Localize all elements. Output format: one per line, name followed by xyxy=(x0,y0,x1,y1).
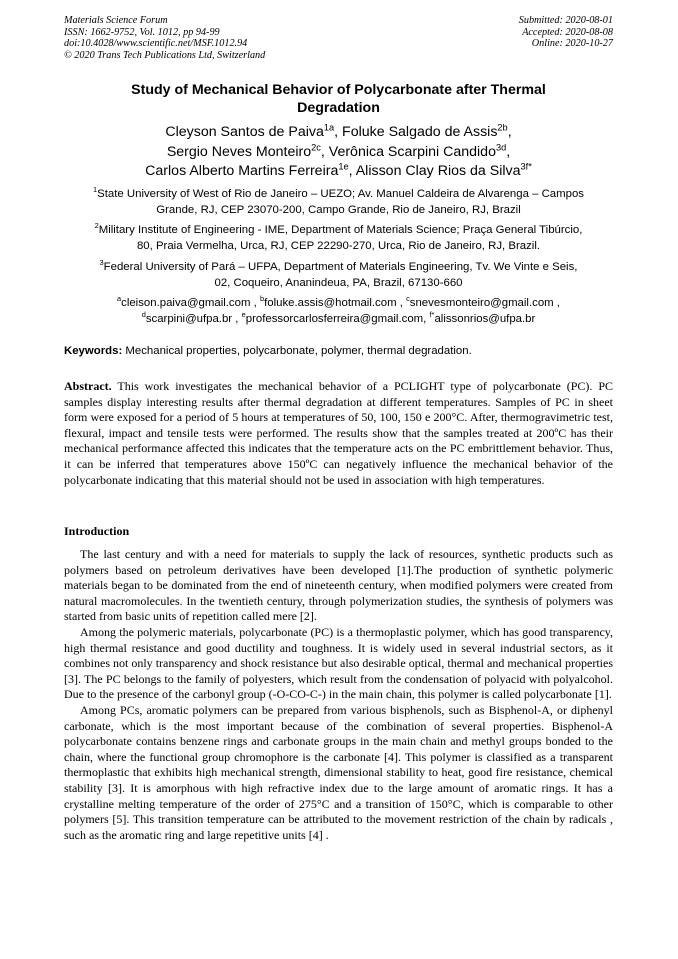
title-line-1: Study of Mechanical Behavior of Polycarbonate after Thermal xyxy=(131,82,546,98)
keywords-label: Keywords: xyxy=(64,345,123,357)
affiliation-line xyxy=(64,222,613,238)
affiliation-line xyxy=(64,259,613,275)
author-line-2: Sergio Neves Monteiro$^{2c}$, Verônica Scarpini Candido$^{3d}$, xyxy=(166,141,511,160)
email-link[interactable]: foluke.assis@hotmail.com xyxy=(264,297,397,309)
email-sup: e xyxy=(241,310,246,320)
online-date: Online: 2020-10-27 xyxy=(531,38,613,50)
email-line-2: $^d$scarpini@ufpa.br , $^e$professorcarlosferreira@gmail.com, $^{f*}$alissonrios@ufpa.br xyxy=(141,310,536,325)
author-name: Alisson Clay Rios da Silva xyxy=(355,163,521,179)
author-name: Foluke Salgado de Assis xyxy=(342,124,498,140)
email-sup: a xyxy=(117,294,122,304)
email-link[interactable]: alissonrios@ufpa.br xyxy=(434,313,536,325)
affiliation-number: 1 xyxy=(93,185,98,195)
submission-dates xyxy=(519,15,613,50)
email-sup: d xyxy=(141,310,146,320)
author-name: Verônica Scarpini Candido xyxy=(328,143,496,160)
journal-issn: ISSN: 1662-9752, Vol. 1012, pp 94-99 xyxy=(64,26,220,38)
email-sup: b xyxy=(259,294,265,304)
author-sup: 1e xyxy=(338,161,349,172)
email-sup: c xyxy=(406,294,410,304)
author-name: Sergio Neves Monteiro xyxy=(166,143,312,160)
abstract-text: This work investigates the mechanical behavior of a PCLIGHT type of polycarbonate (PC). PC samples display interesting results after thermal degradation at different temperatures. Samples of PC in sheet form were exposed for a period of 5 hours at temperatures of 50, 100, 150 e 200°C. After, thermogravimetric test, flexural, impact and tensile tests were performed. The results show that the samples treated at 200ºC has their mechanical performance affected this indicates that the temperature acts on the PC embrittlement behavior. Thus, it can be inferred that temperatures above 150ºC can negatively influence the mechanical behavior of the polycarbonate indicating that this material should not be used in association with high temperatures. xyxy=(64,379,613,487)
author-name: Cleyson Santos de Paiva xyxy=(165,124,324,140)
email-sup: f* xyxy=(429,310,435,320)
email-line-1: $^a$cleison.paiva@gmail.com , $^b$foluke.assis@hotmail.com , $^c$snevesmonteiro@gmail.com , xyxy=(117,294,560,309)
title-line-2: Degradation xyxy=(297,99,380,116)
affiliation-2 xyxy=(64,222,613,254)
affiliation-line: Grande, RJ, CEP 23070-200, Campo Grande, Rio de Janeiro, RJ, Brazil xyxy=(156,204,521,216)
email-link[interactable]: snevesmonteiro@gmail.com xyxy=(409,297,554,309)
author-emails xyxy=(64,295,613,327)
affiliation-text: State University of West of Rio de Janeiro – UEZO; Av. Manuel Caldeira de Alvarenga – Campos xyxy=(97,188,584,200)
affiliation-3 xyxy=(64,259,613,291)
paragraph: Among PCs, aromatic polymers can be prepared from various bisphenols, such as Bisphenol-A, or diphenyl carbonate, which is the most important because of the combination of several properties. Bisphenol-A polycarbonate contains benzene rings and carbonate groups in the main chain and methyl groups bonded to the chain, where the functional group chromophore is the carbonate [4]. This polymer is classified as a transparent thermoplastic that exhibits high mechanical strength, dimensional stability to heat, good fire resistance, chemical stability [3]. It is amorphous with high refractive index due to the large amount of aromatic rings. It has a crystalline melting temperature of the order of 275°C and a transition of 150°C, which is comparable to other polymers [5]. This transition temperature can be attributed to the movement restriction of the chain by radicals , such as the aromatic ring and large repetitive units [4] . xyxy=(64,702,613,842)
email-link[interactable]: cleison.paiva@gmail.com xyxy=(121,297,251,309)
author-list xyxy=(64,123,613,182)
submitted-date: Submitted: 2020-08-01 xyxy=(518,15,613,26)
abstract-label: Abstract. xyxy=(64,379,112,393)
keywords xyxy=(64,344,613,358)
affiliation-1 xyxy=(64,186,613,218)
email-link[interactable]: scarpini@ufpa.br xyxy=(145,313,233,325)
affiliation-text: Military Institute of Engineering - IME, Department of Materials Science; Praça General Tibúrcio, xyxy=(98,224,583,236)
author-line-1: Cleyson Santos de Paiva$^{1a}$, Foluke Salgado de Assis$^{2b}$, xyxy=(165,122,512,140)
author-line-3: Carlos Alberto Martins Ferreira$^{1e}$, Alisson Clay Rios da Silva$^{3f*}$ xyxy=(145,161,532,179)
author-sup: 2b xyxy=(497,122,508,133)
journal-copyright: © 2020 Trans Tech Publications Ltd, Switzerland xyxy=(64,49,266,61)
affiliation-text: Federal University of Pará – UFPA, Department of Materials Engineering, Tv. We Vinte e Seis, xyxy=(103,261,578,273)
accepted-date: Accepted: 2020-08-08 xyxy=(522,26,613,38)
paper-title xyxy=(64,82,613,117)
abstract xyxy=(64,379,613,488)
affiliation-line xyxy=(64,186,613,202)
journal-doi: doi:10.4028/www.scientific.net/MSF.1012.94 xyxy=(64,38,248,50)
journal-name: Materials Science Forum xyxy=(64,15,168,26)
affiliation-line: 02, Coqueiro, Ananindeua, PA, Brazil, 67130-660 xyxy=(214,277,463,289)
author-sup: 3d xyxy=(495,141,507,152)
author-sup: 3f* xyxy=(520,161,532,172)
paragraph: The last century and with a need for materials to supply the lack of resources, synthetic products such as polymers based on petroleum derivatives have been developed [1].The production of synthetic polymeric materials began to be dominated from the end of nineteenth century, when modified polymers were created from natural macromolecules. In the twentieth century, through polymerization studies, the synthesis of polymers was started from basic units of repetition called mere [2]. xyxy=(64,547,613,624)
affiliation-number: 3 xyxy=(99,258,104,268)
keywords-text: Mechanical properties, polycarbonate, polymer, thermal degradation. xyxy=(122,345,472,357)
affiliation-line: 80, Praia Vermelha, Urca, RJ, CEP 22290-270, Urca, Rio de Janeiro, RJ, Brazil. xyxy=(136,240,541,252)
affiliation-number: 2 xyxy=(94,221,99,231)
author-sup: 2c xyxy=(311,141,321,152)
introduction-body xyxy=(64,547,613,843)
author-sup: 1a xyxy=(323,122,335,133)
author-name: Carlos Alberto Martins Ferreira xyxy=(145,163,339,179)
paragraph: Among the polymeric materials, polycarbonate (PC) is a thermoplastic polymer, which has good transparency, high thermal resistance and good ductility and toughness. It is widely used in several industrial sectors, as it combines not only transparency and shock resistance but also desirable optical, thermal and mechanical properties [3]. The PC belongs to the family of polyesters, which result from the condensation of polyacid with polyalcohol. Due to the presence of the carbonyl group (-O-CO-C-) in the main chain, this polymer is called polycarbonate [1]. xyxy=(64,624,613,702)
journal-info xyxy=(64,15,265,61)
email-link[interactable]: professorcarlosferreira@gmail.com xyxy=(245,313,424,325)
introduction-heading: Introduction xyxy=(64,524,130,538)
